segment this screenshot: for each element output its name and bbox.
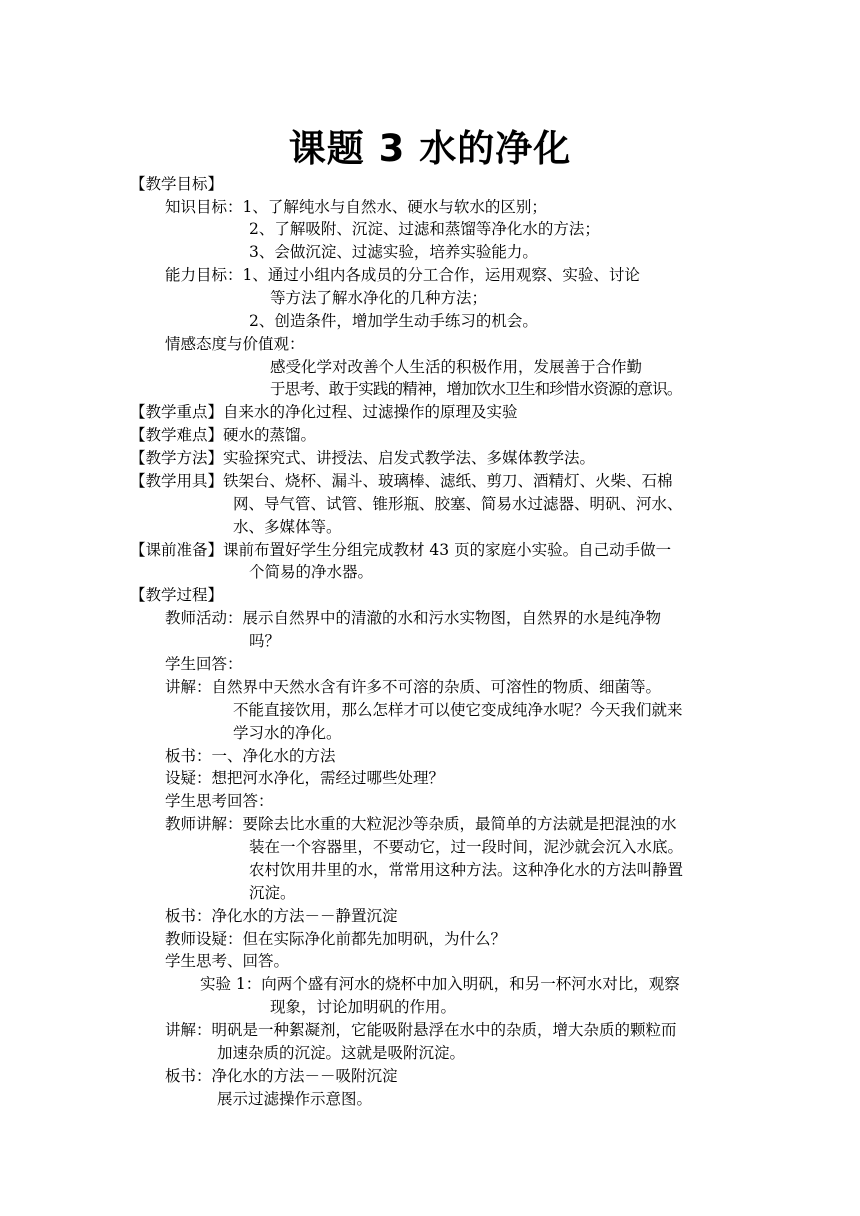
text-line: 讲解：明矾是一种絮凝剂，它能吸附悬浮在水中的杂质，增大杂质的颗粒而 (165, 1021, 677, 1039)
text-line: 吗？ (249, 632, 281, 650)
text-line: 教师设疑：但在实际净化前都先加明矾，为什么？ (165, 930, 507, 948)
text-line: 2、了解吸附、沉淀、过滤和蒸馏等净化水的方法； (249, 220, 600, 238)
text-line: 现象，讨论加明矾的作用。 (270, 998, 457, 1016)
text-line: 个简易的净水器。 (249, 563, 374, 581)
text-line: 教师活动：展示自然界中的清澈的水和污水实物图，自然界的水是纯净物 (165, 609, 662, 627)
section-heading-preparation: 【课前准备】课前布置好学生分组完成教材 43 页的家庭小实验。自己动手做一 (130, 541, 672, 559)
text-line: 能力目标：1、通过小组内各成员的分工合作，运用观察、实验、讨论 (165, 266, 640, 284)
text-line: 于思考、敢于实践的精神，增加饮水卫生和珍惜水资源的意识。 (270, 380, 682, 398)
text-line: 网、导气管、试管、锥形瓶、胶塞、简易水过滤器、明矾、河水、 (233, 495, 683, 513)
text-line: 3、会做沉淀、过滤实验，培养实验能力。 (249, 243, 538, 261)
section-heading-process: 【教学过程】 (130, 586, 224, 604)
text-line: 2、创造条件，增加学生动手练习的机会。 (249, 312, 538, 330)
section-heading-methods: 【教学方法】实验探究式、讲授法、启发式教学法、多媒体教学法。 (130, 449, 596, 467)
section-heading-tools: 【教学用具】铁架台、烧杯、漏斗、玻璃棒、滤纸、剪刀、酒精灯、火柴、石棉 (130, 472, 673, 490)
section-heading-key-points: 【教学重点】自来水的净化过程、过滤操作的原理及实验 (130, 403, 518, 421)
text-line: 加速杂质的沉淀。这就是吸附沉淀。 (217, 1044, 466, 1062)
text-line: 情感态度与价值观： (165, 335, 305, 353)
text-line: 板书：净化水的方法－－静置沉淀 (165, 907, 398, 925)
lesson-title: 课题 3 水的净化 (288, 127, 572, 170)
text-line: 设疑：想把河水净化，需经过哪些处理？ (165, 769, 445, 787)
text-line: 展示过滤操作示意图。 (217, 1090, 373, 1108)
text-line: 学生回答： (165, 655, 243, 673)
text-line: 感受化学对改善个人生活的积极作用，发展善于合作勤 (270, 358, 643, 376)
text-line: 板书：净化水的方法－－吸附沉淀 (165, 1067, 398, 1085)
text-line: 农村饮用井里的水，常常用这种方法。这种净化水的方法叫静置 (249, 861, 684, 879)
text-line: 教师讲解：要除去比水重的大粒泥沙等杂质，最简单的方法就是把混浊的水 (165, 815, 677, 833)
text-line: 学习水的净化。 (233, 724, 342, 742)
text-line: 不能直接饮用，那么怎样才可以使它变成纯净水呢？今天我们就来 (233, 701, 683, 719)
text-line: 等方法了解水净化的几种方法； (270, 289, 488, 307)
text-line: 沉淀。 (249, 884, 296, 902)
text-line: 学生思考回答： (165, 792, 274, 810)
text-line: 板书：一、净化水的方法 (165, 747, 336, 765)
text-line: 装在一个容器里，不要动它，过一段时间，泥沙就会沉入水底。 (249, 838, 684, 856)
section-heading-objectives: 【教学目标】 (130, 175, 224, 193)
section-heading-difficulties: 【教学难点】硬水的蒸馏。 (130, 426, 317, 444)
text-line: 讲解：自然界中天然水含有许多不可溶的杂质、可溶性的物质、细菌等。 (165, 678, 662, 696)
text-line: 水、多媒体等。 (233, 518, 342, 536)
text-line: 实验 1：向两个盛有河水的烧杯中加入明矾，和另一杯河水对比，观察 (200, 975, 680, 993)
text-line: 学生思考、回答。 (165, 952, 290, 970)
text-line: 知识目标：1、了解纯水与自然水、硬水与软水的区别； (165, 198, 547, 216)
